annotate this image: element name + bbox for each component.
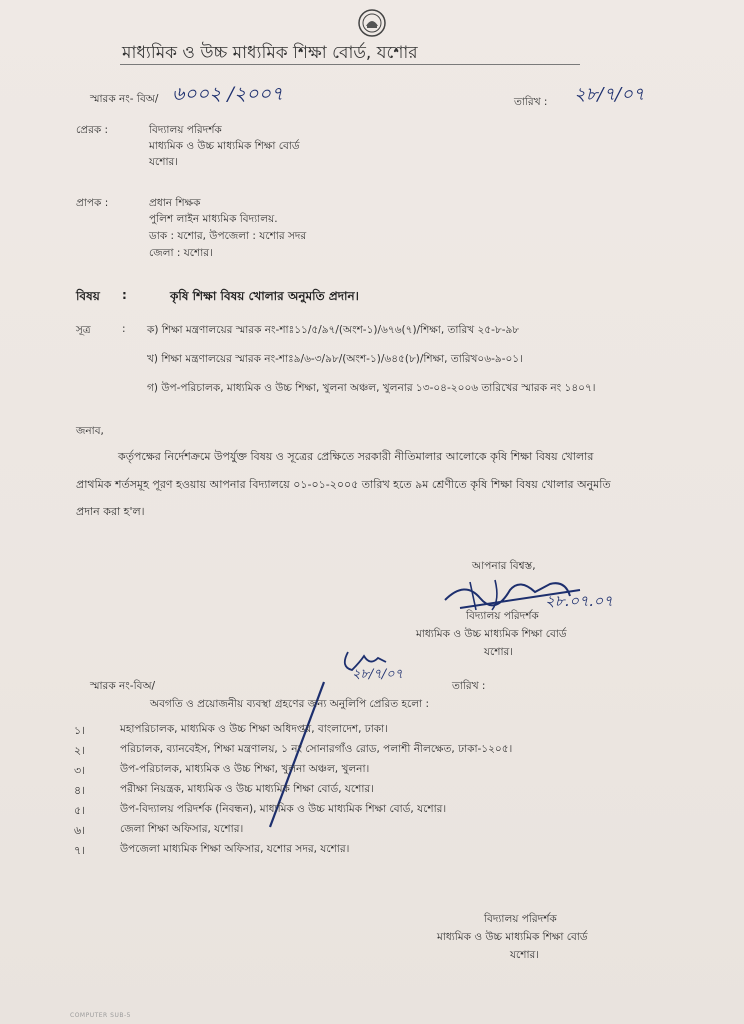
copy-date-label: তারিখ :: [452, 680, 486, 692]
recipient-line: জেলা : যশোর।: [149, 247, 213, 259]
copy-intro: অবগতি ও প্রয়োজনীয় ব্যবস্থা গ্রহণের জন্য অনুলিপি প্রেরিত হলো :: [150, 698, 429, 710]
reference-label: সূত্র: [76, 324, 91, 336]
copy-item-number: ৭।: [74, 844, 86, 857]
reference-item: ক) শিক্ষা মন্ত্রণালয়ের স্মারক নং-শাঃ১১/৫/৯৭/(অংশ-১)/৬৭৬(৭)/শিক্ষা, তারিখ ২৫-৮-৯৮: [147, 324, 520, 336]
subject-label: বিষয়: [76, 289, 100, 303]
recipient-line: পুলিশ লাইন মাধ্যমিক বিদ্যালয়.: [149, 213, 278, 225]
body-line: কর্তৃপক্ষের নির্দেশক্রমে উপর্যুক্ত বিষয় ও সূত্রের প্রেক্ষিতে সরকারী নীতিমালার আলোকে কৃষি শিক্ষা বিষয় খোলার: [118, 450, 594, 463]
initial-date-handwritten: ২৮/৭/০৭: [352, 667, 404, 682]
salutation: জনাব,: [76, 425, 104, 437]
date-handwritten: ২৮/৭/০৭: [574, 84, 645, 105]
copy-item-text: মহাপরিচালক, মাধ্যমিক ও উচ্চ শিক্ষা অধিদপ্তর, বাংলাদেশ, ঢাকা।: [120, 723, 388, 735]
memo-number-handwritten: ৬০০২ /২০০৭: [172, 83, 284, 105]
bottom-sign-line: যশোর।: [510, 949, 540, 961]
closing-yours: আপনার বিশ্বস্ত,: [472, 560, 536, 572]
copy-item-number: ১।: [74, 724, 86, 737]
closing-title-line: বিদ্যালয় পরিদর্শক: [466, 610, 539, 622]
subject-text: কৃষি শিক্ষা বিষয় খোলার অনুমতি প্রদান।: [170, 289, 359, 303]
reference-item: গ) উপ-পরিচালক, মাধ্যমিক ও উচ্চ শিক্ষা, খুলনা অঞ্চল, খুলনার ১৩-০৪-২০০৬ তারিখের স্মারক নং ১৪০৭।: [147, 382, 596, 394]
copy-item-number: ৩।: [74, 764, 86, 777]
footer-tag: COMPUTER SUB-5: [70, 1012, 131, 1019]
copy-item-number: ২।: [74, 744, 86, 757]
bottom-sign-line: মাধ্যমিক ও উচ্চ মাধ্যমিক শিক্ষা বোর্ড: [437, 931, 588, 943]
copy-item-text: উপ-বিদ্যালয় পরিদর্শক (নিবন্ধন), মাধ্যমিক ও উচ্চ মাধ্যমিক শিক্ষা বোর্ড, যশোর।: [120, 803, 447, 815]
copy-item-text: পরিচালক, ব্যানবেইস, শিক্ষা মন্ত্রণালয়, ১ নং সোনারগাঁও রোড, পলাশী নীলক্ষেত, ঢাকা-১২০৫।: [120, 743, 513, 755]
copy-item-text: পরীক্ষা নিয়ন্ত্রক, মাধ্যমিক ও উচ্চ মাধ্যমিক শিক্ষা বোর্ড, যশোর।: [120, 783, 374, 795]
bottom-sign-line: বিদ্যালয় পরিদর্শক: [484, 913, 557, 925]
copy-item-text: জেলা শিক্ষা অফিসার, যশোর।: [120, 823, 244, 835]
recipient-line: ডাক : যশোর, উপজেলা : যশোর সদর: [149, 230, 307, 242]
subject-colon: :: [122, 288, 127, 302]
board-header-title: মাধ্যমিক ও উচ্চ মাধ্যমিক শিক্ষা বোর্ড, যশোর: [122, 43, 418, 63]
body-line: প্রাথমিক শর্তসমূহ পূরণ হওয়ায় আপনার বিদ্যালয়ে ০১-০১-২০০৫ তারিখ হতে ৯ম শ্রেণীতে কৃষি শিক্ষা বিষয় খোলার অনুমতি: [76, 478, 611, 491]
header-divider: [120, 64, 580, 65]
recipient-line: প্রধান শিক্ষক: [149, 197, 201, 209]
sender-line: বিদ্যালয় পরিদর্শক: [149, 124, 222, 136]
closing-title-line: মাধ্যমিক ও উচ্চ মাধ্যমিক শিক্ষা বোর্ড: [416, 628, 567, 640]
copy-item-text: উপজেলা মাধ্যমিক শিক্ষা অফিসার, যশোর সদর, যশোর।: [120, 843, 350, 855]
reference-item: খ) শিক্ষা মন্ত্রণালয়ের স্মারক নং-শাঃ৯/৬-৩/৯৮/(অংশ-১)/৬৪৫(৮)/শিক্ষা, তারিখ০৬-৯-০১।: [147, 353, 523, 365]
sender-line: যশোর।: [149, 156, 179, 168]
reference-colon: :: [122, 323, 126, 335]
copy-memo-label: স্মারক নং-বিঅ/: [90, 680, 156, 692]
body-line: প্রদান করা হ'ল।: [76, 505, 145, 518]
signature-date-handwritten: ২৮.০৭.০৭: [545, 592, 614, 610]
board-seal-icon: [357, 8, 387, 38]
copy-item-number: ৪।: [74, 784, 86, 797]
closing-title-line: যশোর।: [484, 646, 514, 658]
memo-label: স্মারক নং- বিঅ/: [90, 93, 159, 105]
date-label: তারিখ :: [514, 96, 548, 108]
copy-item-number: ৬।: [74, 824, 86, 837]
recipient-label: প্রাপক :: [76, 197, 109, 209]
sender-line: মাধ্যমিক ও উচ্চ মাধ্যমিক শিক্ষা বোর্ড: [149, 140, 300, 152]
sender-label: প্রেরক :: [76, 124, 109, 136]
copy-item-number: ৫।: [74, 804, 86, 817]
copy-item-text: উপ-পরিচালক, মাধ্যমিক ও উচ্চ শিক্ষা, খুলনা অঞ্চল, খুলনা।: [120, 763, 370, 775]
